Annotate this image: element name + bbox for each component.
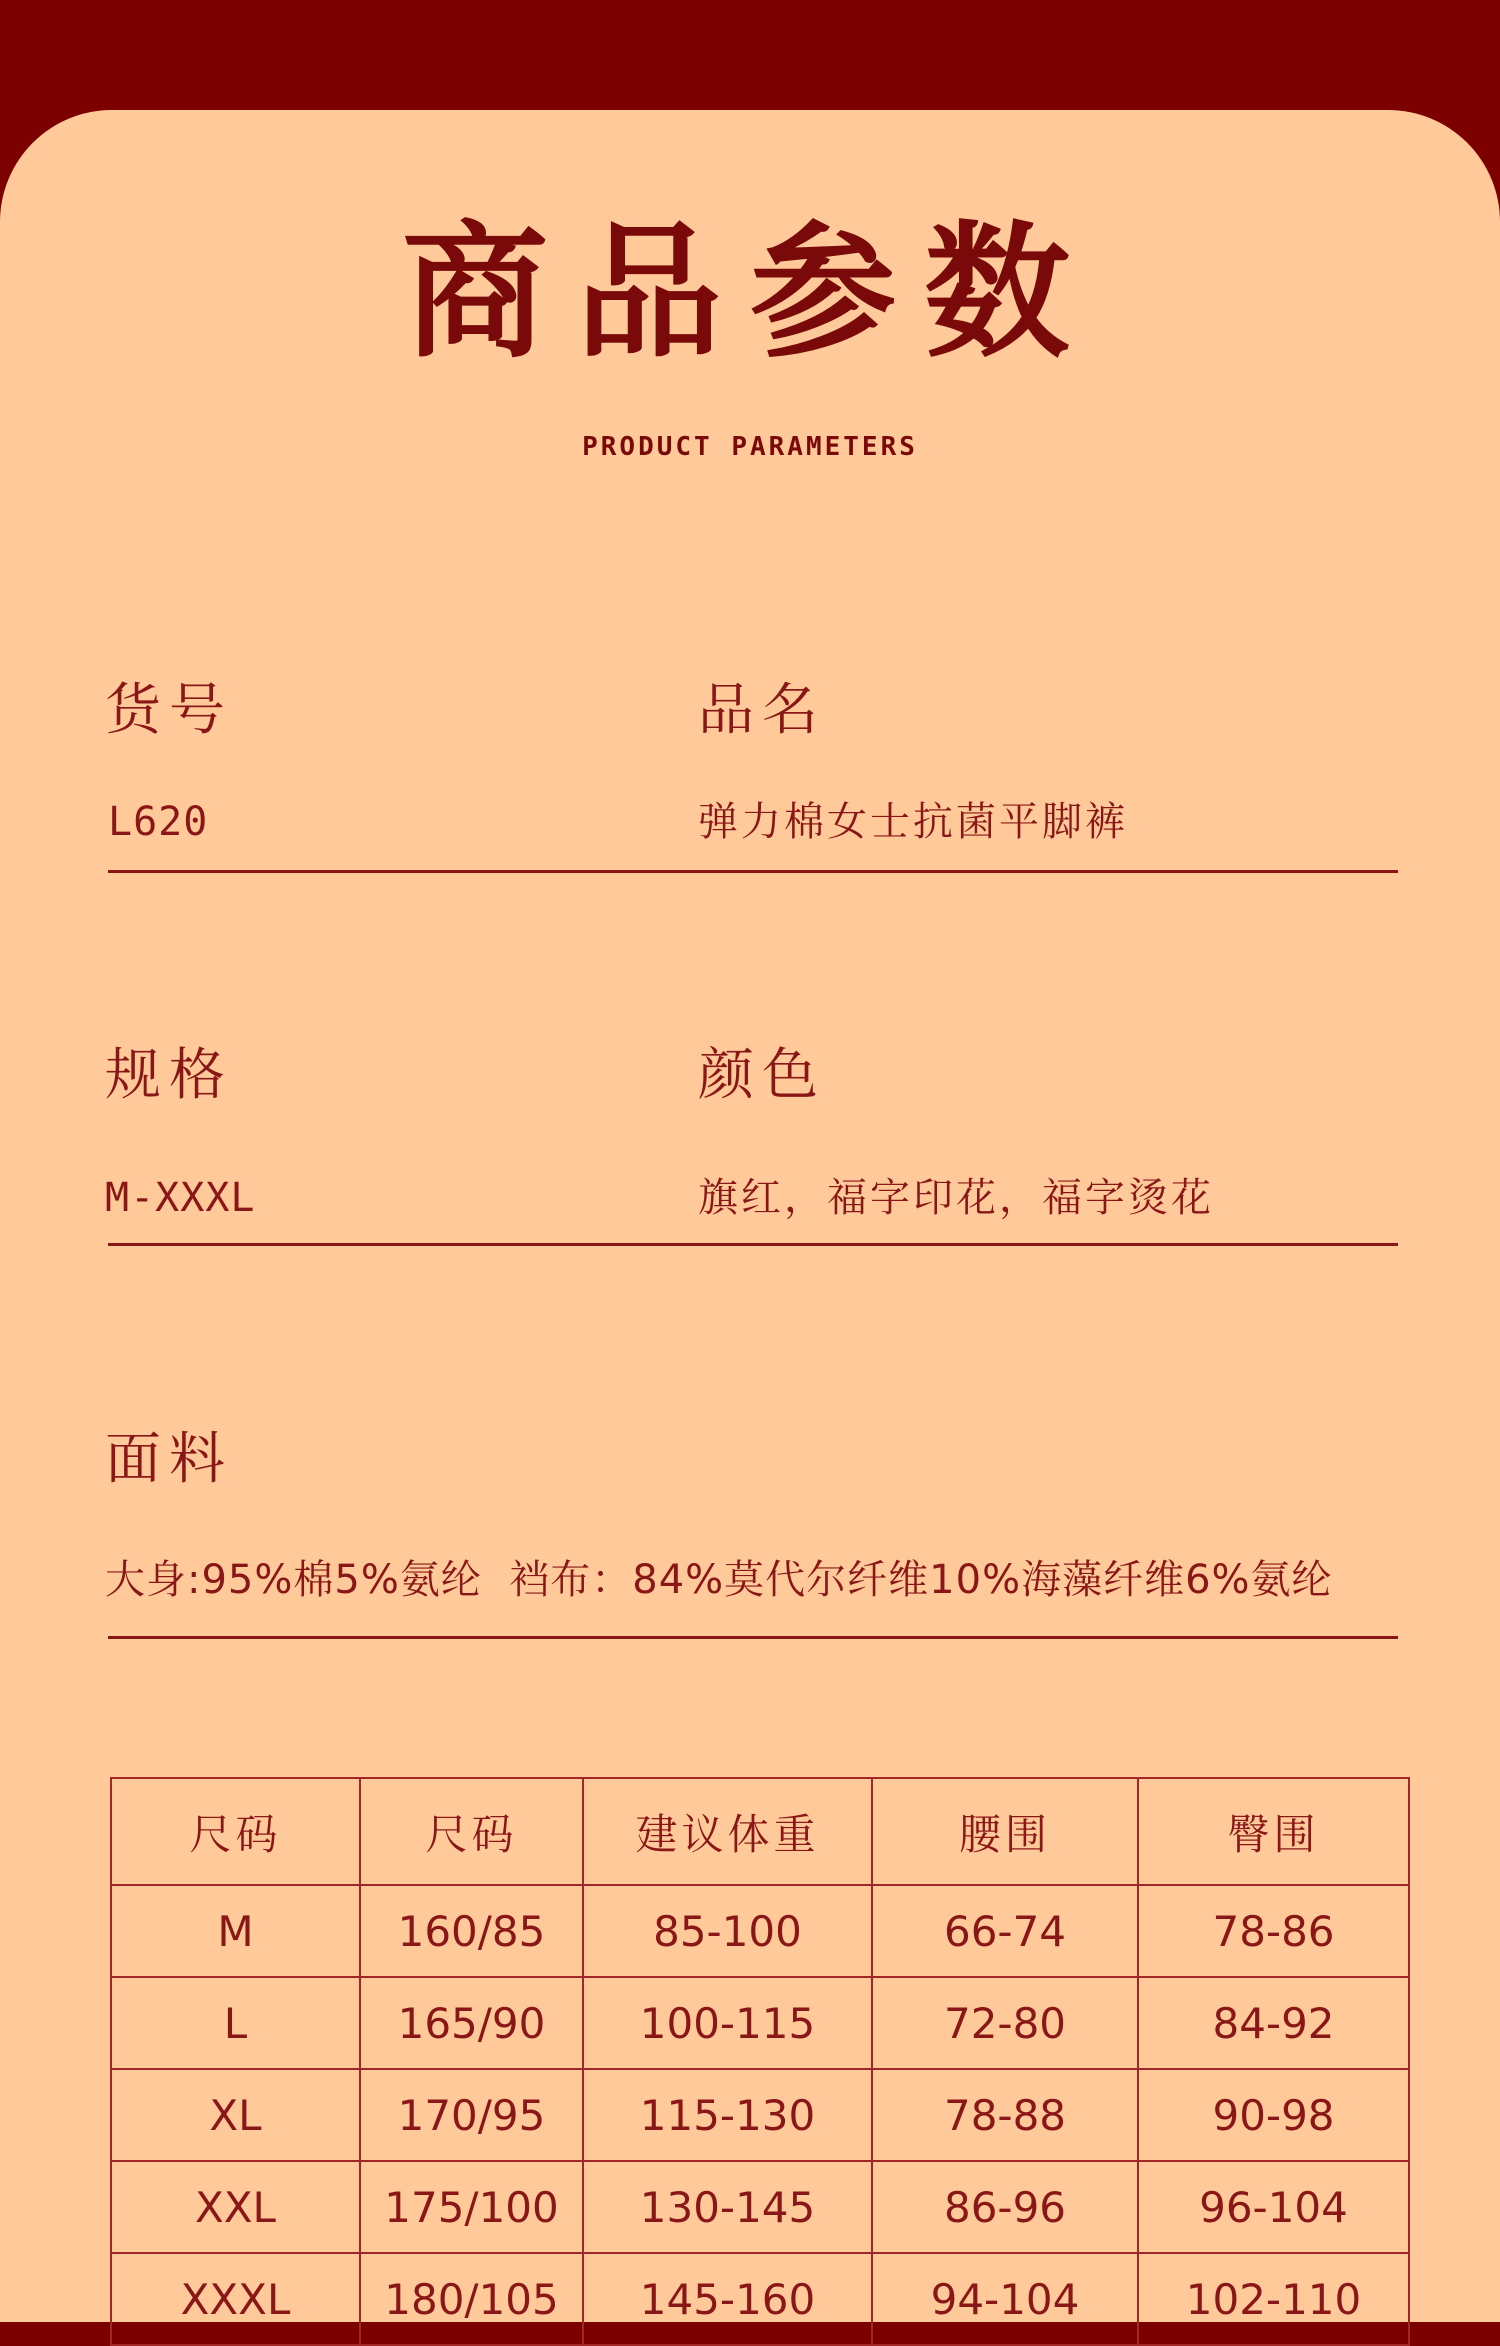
page-title: 商品参数	[402, 208, 1098, 378]
table-cell: 78-86	[1138, 1885, 1409, 1977]
table-cell: 94-104	[872, 2253, 1138, 2345]
divider	[108, 1636, 1398, 1639]
table-cell: 160/85	[360, 1885, 583, 1977]
table-cell: XL	[111, 2069, 360, 2161]
table-cell: 86-96	[872, 2161, 1138, 2253]
table-cell: 130-145	[583, 2161, 872, 2253]
table-cell: M	[111, 1885, 360, 1977]
table-cell: 78-88	[872, 2069, 1138, 2161]
table-row	[111, 1977, 1409, 2069]
table-cell: 66-74	[872, 1885, 1138, 1977]
table-cell: 100-115	[583, 1977, 872, 2069]
product-name-value: 弹力棉女士抗菌平脚裤	[698, 799, 1128, 845]
item-no-value: L620	[108, 799, 209, 845]
table-cell: 85-100	[583, 1885, 872, 1977]
table-row	[111, 2069, 1409, 2161]
table-row	[111, 2253, 1409, 2345]
table-header-cell: 腰围	[872, 1778, 1138, 1885]
color-label: 颜色	[698, 1043, 826, 1108]
fabric-label: 面料	[105, 1427, 233, 1492]
table-cell: XXXL	[111, 2253, 360, 2345]
table-cell: 165/90	[360, 1977, 583, 2069]
size-table	[110, 1777, 1410, 2346]
spec-value: M-XXXL	[105, 1175, 256, 1221]
table-cell: XXL	[111, 2161, 360, 2253]
table-cell: 145-160	[583, 2253, 872, 2345]
table-cell: 90-98	[1138, 2069, 1409, 2161]
color-value: 旗红，福字印花，福字烫花	[698, 1175, 1214, 1221]
table-cell: 170/95	[360, 2069, 583, 2161]
table-cell: 115-130	[583, 2069, 872, 2161]
table-header-cell: 尺码	[360, 1778, 583, 1885]
table-cell: 96-104	[1138, 2161, 1409, 2253]
item-no-label: 货号	[105, 678, 233, 743]
fabric-value: 大身:95%棉5%氨纶 裆布：84%莫代尔纤维10%海藻纤维6%氨纶	[105, 1557, 1333, 1603]
table-header-cell: 尺码	[111, 1778, 360, 1885]
table-cell: L	[111, 1977, 360, 2069]
table-header-cell: 臀围	[1138, 1778, 1409, 1885]
table-row	[111, 2161, 1409, 2253]
spec-label: 规格	[105, 1043, 233, 1108]
table-row	[111, 1885, 1409, 1977]
table-cell: 180/105	[360, 2253, 583, 2345]
table-header-cell: 建议体重	[583, 1778, 872, 1885]
divider	[108, 870, 1398, 873]
page-subtitle: PRODUCT PARAMETERS	[582, 432, 918, 462]
divider	[108, 1243, 1398, 1246]
product-name-label: 品名	[698, 678, 826, 743]
table-cell: 102-110	[1138, 2253, 1409, 2345]
table-cell: 84-92	[1138, 1977, 1409, 2069]
table-cell: 175/100	[360, 2161, 583, 2253]
table-cell: 72-80	[872, 1977, 1138, 2069]
table-header-row	[111, 1778, 1409, 1885]
